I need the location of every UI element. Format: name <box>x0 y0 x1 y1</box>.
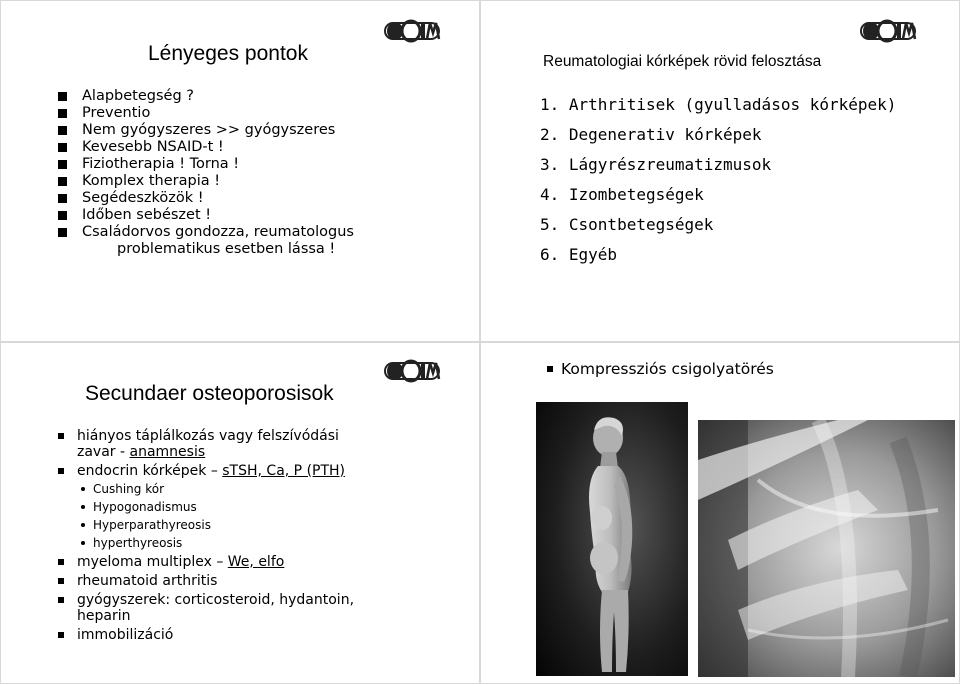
bullet-icon <box>58 578 64 584</box>
slide-classification <box>480 0 960 342</box>
list-item: Fiziotherapia ! Torna ! <box>58 156 458 173</box>
bullet-icon <box>58 109 67 118</box>
list-item: Időben sebészet ! <box>58 207 458 224</box>
bullet-icon <box>58 468 64 474</box>
bullet-icon <box>547 366 553 372</box>
dotm-logo-icon <box>859 17 917 45</box>
list-item: myeloma multiplex – We, elfo <box>58 554 468 570</box>
list-item: Családorvos gondozza, reumatologus <box>58 224 458 241</box>
list-item: Komplex therapia ! <box>58 173 458 190</box>
list-item: Kevesebb NSAID-t ! <box>58 139 458 156</box>
slide1-title: Lényeges pontok <box>148 42 308 65</box>
dot-bullet-icon <box>81 523 85 527</box>
classification-list <box>540 94 896 274</box>
dotm-logo-icon <box>383 17 441 45</box>
bullet-icon <box>58 143 67 152</box>
sub-list-item: Hypogonadismus <box>81 500 468 514</box>
list-item: 4. Izombetegségek <box>540 185 704 204</box>
list-item: Preventio <box>58 105 458 122</box>
bullet-icon <box>58 632 64 638</box>
slide3-list <box>58 428 468 646</box>
spine-xray-image <box>698 420 955 677</box>
bullet-icon <box>58 92 67 101</box>
slide1-list <box>58 88 458 258</box>
sub-list-item: Cushing kór <box>81 482 468 496</box>
bullet-icon <box>58 228 67 237</box>
list-item: 2. Degenerativ kórképek <box>540 125 762 144</box>
bullet-icon <box>58 597 64 603</box>
dot-bullet-icon <box>81 541 85 545</box>
bullet-icon <box>58 160 67 169</box>
list-item-continuation: problematikus esetben lássa ! <box>117 241 336 257</box>
dotm-logo-icon <box>383 357 441 385</box>
bullet-icon <box>58 126 67 135</box>
list-item: 5. Csontbetegségek <box>540 215 714 234</box>
list-item: immobilizáció <box>58 627 468 643</box>
bullet-icon <box>58 433 64 439</box>
bullet-icon <box>58 211 67 220</box>
slide2-title: Reumatologiai kórképek rövid felosztása <box>543 53 822 70</box>
list-item: 1. Arthritisek (gyulladásos kórképek) <box>540 95 897 114</box>
list-item: endocrin kórképek – sTSH, Ca, P (PTH) <box>58 463 468 479</box>
sub-list-item: hyperthyreosis <box>81 536 468 550</box>
list-item: gyógyszerek: corticosteroid, hydantoin, heparin <box>58 592 468 624</box>
slide4-title: Kompressziós csigolyatörés <box>547 360 774 378</box>
list-item: 3. Lágyrészreumatizmusok <box>540 155 772 174</box>
dot-bullet-icon <box>81 487 85 491</box>
list-item: 6. Egyéb <box>540 245 618 264</box>
bullet-icon <box>58 177 67 186</box>
list-item: Nem gyógyszeres >> gyógyszeres <box>58 122 458 139</box>
dot-bullet-icon <box>81 505 85 509</box>
list-item: hiányos táplálkozás vagy felszívódási zavar - anamnesis <box>58 428 468 460</box>
list-item: Alapbetegség ? <box>58 88 458 105</box>
bullet-icon <box>58 559 64 565</box>
list-item: Segédeszközök ! <box>58 190 458 207</box>
bullet-icon <box>58 194 67 203</box>
list-item: rheumatoid arthritis <box>58 573 468 589</box>
sub-list-item: Hyperparathyreosis <box>81 518 468 532</box>
slide3-title: Secundaer osteoporosisok <box>85 382 334 405</box>
patient-photo <box>536 402 688 676</box>
